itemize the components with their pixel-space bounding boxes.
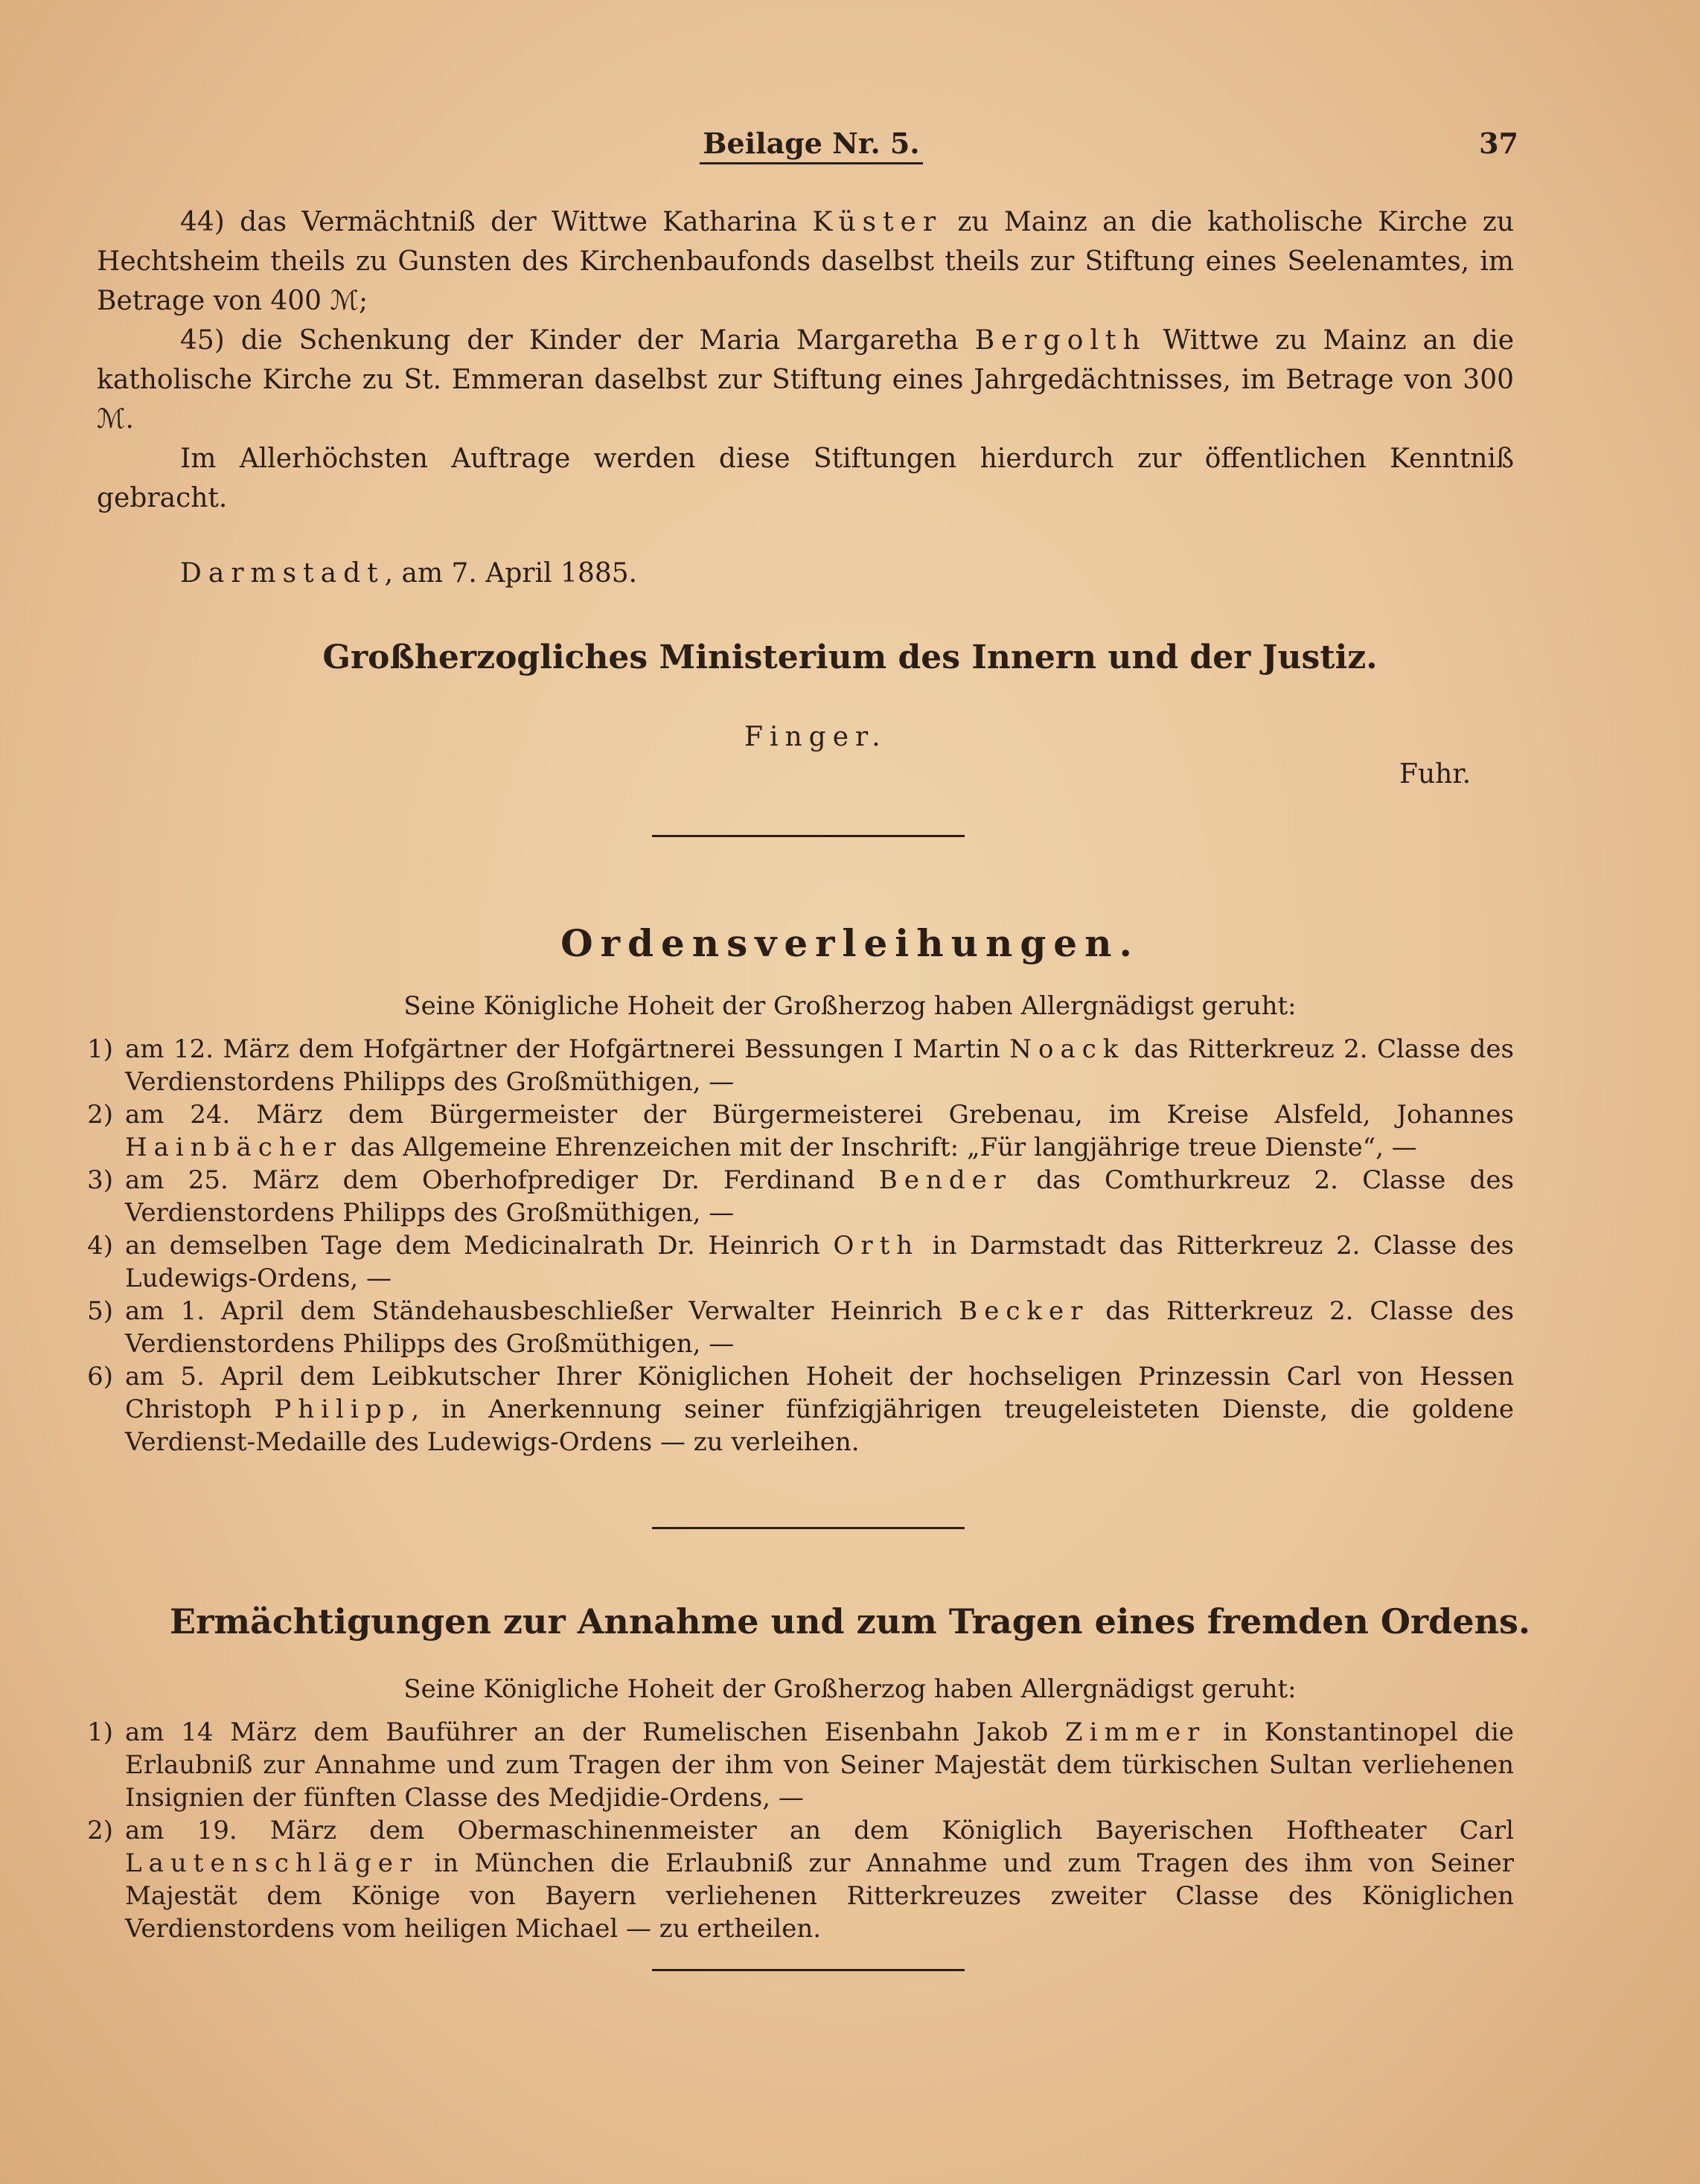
list-item: 2) am 19. März dem Obermaschinenmeister an dem Königlich Bayerischen Hoftheater Carl Lautenschläger in München die Erlaubniß zur Annahme und zum Tragen des ihm von Seiner Majestät dem Könige von Bayern verliehenen Ritterkreuzes zweiter Classe des Königlichen Verdienstordens vom heiligen Michael — zu ertheilen. [87, 1816, 1514, 1944]
page-header [0, 125, 1700, 170]
list-item: 2) am 24. März dem Bürgermeister der Bürgermeisterei Grebenau, im Kreise Alsfeld, Johannes Hainbächer das Allgemeine Ehrenzeichen mit der Inschrift: „Für langjährige treue Dienste“, — [87, 1100, 1514, 1162]
orders-title: Ordensverleihungen. [560, 921, 1140, 965]
list-item: 6) am 5. April dem Leibkutscher Ihrer Königlichen Hoheit der hochseligen Prinzessin Carl von Hessen Christoph Philipp, in Anerkennung seiner fünfzigjährigen treugeleisteten Dienste, die goldene Verdienst-Medaille des Ludewigs-Ordens — zu verleihen. [87, 1362, 1514, 1457]
list-item: 3) am 25. März dem Oberhofprediger Dr. Ferdinand Bender das Comthurkreuz 2. Classe des Verdienstordens Philipps des Großmüthigen, — [87, 1165, 1514, 1228]
list-item: 5) am 1. April dem Ständehausbeschließer Verwalter Heinrich Becker das Ritterkreuz 2. Classe des Verdienstordens Philipps des Großmüthigen, — [87, 1296, 1515, 1359]
foundations-section [97, 202, 1514, 593]
divider [652, 1969, 965, 1971]
closing-statement: Im Allerhöchsten Auftrage werden diese Stiftungen hierdurch zur öffentlichen Kenntniß gebracht. [97, 443, 1514, 513]
page-number: 37 [1479, 127, 1518, 160]
supplement-title: Beilage Nr. 5. [700, 125, 923, 164]
paragraph-45: 45) die Schenkung der Kinder der Maria Margaretha Bergolth Wittwe zu Mainz an die katholische Kirche zu St. Emmeran daselbst zur Stiftung eines Jahrgedächtnisses, im Betrage von 300 ℳ. [97, 325, 1514, 435]
divider [652, 1527, 965, 1529]
ministry-title: Großherzogliches Ministerium des Innern und der Justiz. [322, 638, 1378, 676]
authorizations-list [87, 1716, 1514, 1945]
authorizations-title: Ermächtigungen zur Annahme und zum Tragen eines fremden Ordens. [170, 1601, 1530, 1642]
list-item: 1) am 12. März dem Hofgärtner der Hofgärtnerei Bessungen I Martin Noack das Ritterkreuz 2. Classe des Verdienstordens Philipps des Großmüthigen, — [87, 1034, 1514, 1097]
signature-fuhr: Fuhr. [1399, 759, 1471, 790]
divider [652, 835, 965, 837]
orders-intro: Seine Königliche Hoheit der Großherzog haben Allergnädigst geruht: [403, 991, 1297, 1021]
authorizations-intro: Seine Königliche Hoheit der Großherzog haben Allergnädigst geruht: [403, 1674, 1297, 1704]
signature-finger: Finger. [744, 722, 887, 752]
date-line: Darmstadt, am 7. April 1885. [180, 558, 638, 589]
orders-list [87, 1033, 1515, 1458]
list-item: 1) am 14 März dem Bauführer an der Rumelischen Eisenbahn Jakob Zimmer in Konstantinopel die Erlaubniß zur Annahme und zum Tragen der ihm von Seiner Majestät dem türkischen Sultan verliehenen Insignien der fünften Classe des Medjidie-Ordens, — [87, 1717, 1514, 1813]
paragraph-44: 44) das Vermächtniß der Wittwe Katharina Küster zu Mainz an die katholische Kirche zu Hechtsheim theils zu Gunsten des Kirchenbaufonds daselbst theils zur Stiftung eines Seelenamtes, im Betrage von 400 ℳ; [97, 207, 1515, 316]
list-item: 4) an demselben Tage dem Medicinalrath Dr. Heinrich Orth in Darmstadt das Ritterkreuz 2. Classe des Ludewigs-Ordens, — [87, 1231, 1514, 1293]
